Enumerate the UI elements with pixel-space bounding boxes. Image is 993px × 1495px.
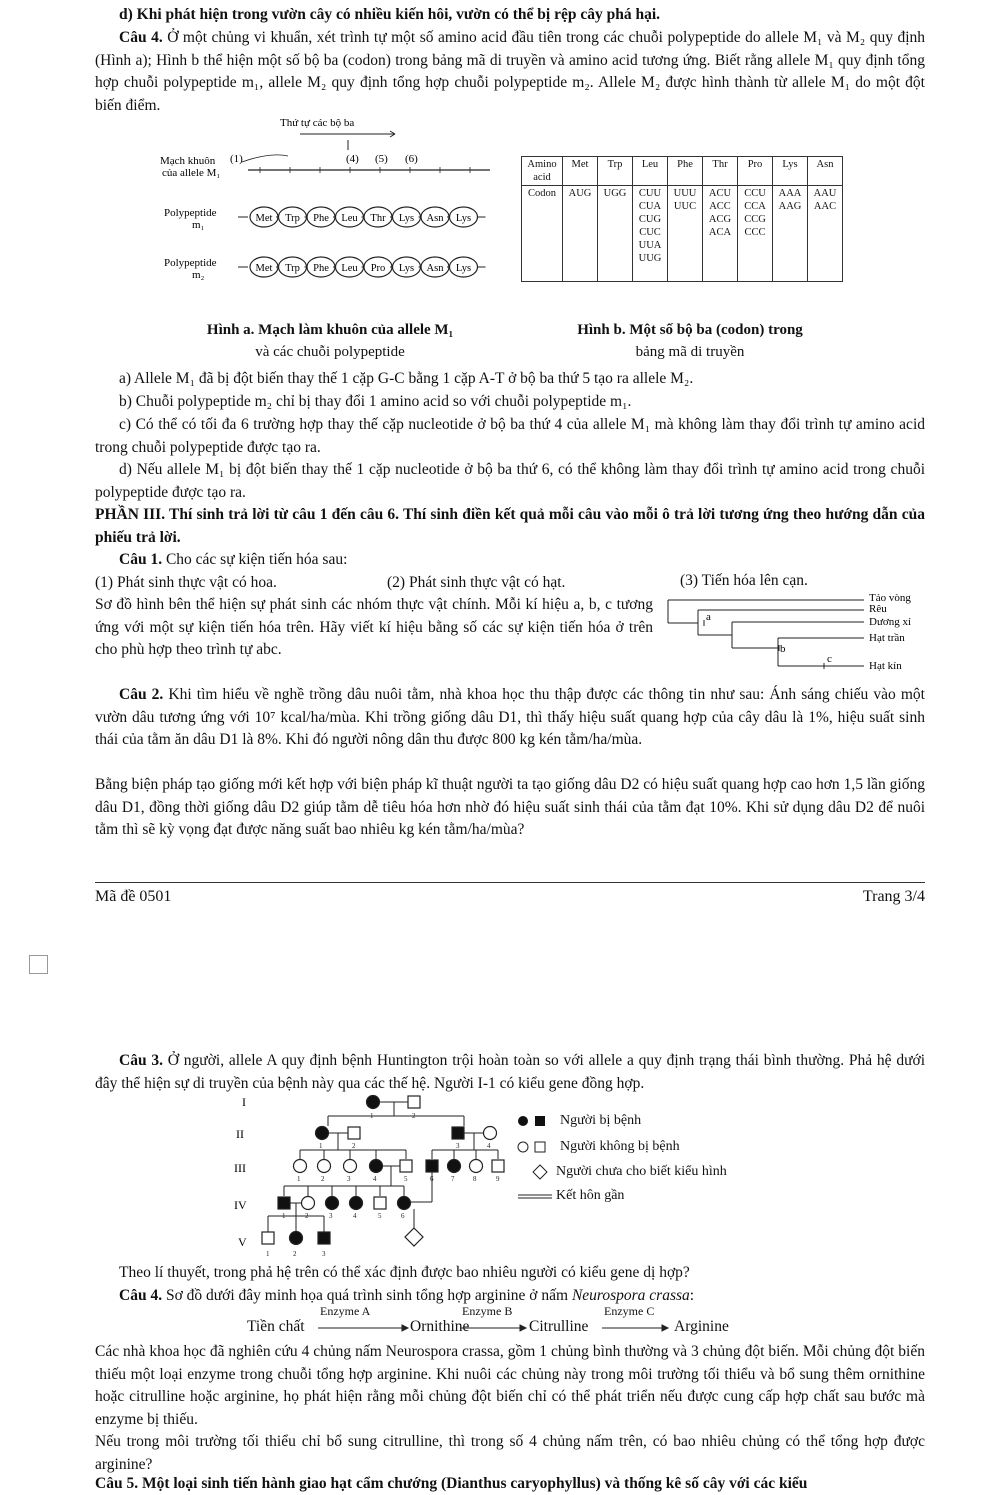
taxon-hat-tran: Hạt trần [869, 632, 905, 644]
svg-text:4: 4 [487, 1142, 491, 1150]
page-corner-box [29, 955, 48, 974]
statement-c: c) Có thể có tối đa 6 trường hợp thay thế cặp nucleotide ở bộ ba thứ 4 của allele M₁ mà không làm thay đổi trình tự amino acid trong chuỗi polypeptide được tạo ra. [95, 416, 925, 456]
III-7 [448, 1160, 461, 1173]
svg-text:1: 1 [370, 1112, 374, 1120]
legend-unknown: Người chưa cho biết kiểu hình [556, 1164, 727, 1179]
svg-text:3: 3 [322, 1250, 326, 1258]
legend-consanguineous: Kết hôn gần [556, 1188, 625, 1203]
svg-text:4: 4 [373, 1175, 377, 1183]
position-1: (1) [230, 153, 243, 165]
m2-residue-label: Phe [313, 263, 329, 274]
position-4: (4) [346, 153, 359, 165]
svg-text:6: 6 [401, 1212, 405, 1220]
I-1 [367, 1096, 380, 1109]
mark-a: a [706, 611, 711, 623]
m2-residue-label: Asn [426, 263, 444, 274]
m1-residue-label: Phe [313, 213, 329, 224]
template-label: Mạch khuôn [160, 155, 216, 167]
IV-4 [350, 1197, 363, 1210]
svg-text:1: 1 [297, 1175, 301, 1183]
event-3: (3) Tiến hóa lên cạn. [680, 572, 808, 589]
part3-title: PHẦN III. Thí sinh trả lời từ câu 1 đến câu 6. Thí sinh điền kết quả mỗi câu vào mỗi ô trả lời tương ứng theo hướng dẫn của phiếu trả lời. [95, 506, 925, 546]
gen-II: II [236, 1127, 244, 1141]
position-6: (6) [405, 153, 418, 165]
codon-table: Amino acid Met Trp Leu Phe Thr Pro Lys Asn Codon AUG UGG CUU CUA CUG CUC UUA UUG UUU UUC ACU ACC ACG ACA CCU CCA CCG CCC AAA AAG AAU AAC [521, 156, 843, 282]
III-9 [492, 1160, 504, 1172]
m1-residue-label: Asn [426, 213, 444, 224]
cau1-intro: Câu 1. Cho các sự kiện tiến hóa sau: [119, 551, 348, 568]
cau4-p1: Các nhà khoa học đã nghiên cứu 4 chủng nấm Neurospora crassa, gồm 1 chủng bình thường và 3 chủng đột biến. Mỗi chủng đột biến thiếu một loại enzyme trong chuỗi tổng hợp arginine. Khi nuôi các chủng này trong môi trường tối thiểu và bổ sung thêm ornithine hoặc citrulline hoặc arginine, họ phát hiện rằng mỗi chủng đột biến chỉ có thể phát triển nếu được cung cấp hợp chất sau bước mà enzyme bị thiếu. [95, 1343, 925, 1428]
taxon-tao-vong: Tảo vòng [869, 592, 911, 604]
enzyme-a: Enzyme A [320, 1304, 371, 1318]
svg-text:5: 5 [404, 1175, 408, 1183]
m2-residue-label: Trp [285, 263, 300, 274]
m2-residue-label: Leu [341, 263, 358, 274]
svg-text:4: 4 [353, 1212, 357, 1220]
m2-residue-label: Lys [455, 263, 472, 274]
exam-code: Mã đề 0501 [95, 888, 172, 905]
header-amino: Amino acid [522, 157, 563, 186]
enzyme-b: Enzyme B [462, 1304, 513, 1318]
IV-2 [302, 1197, 315, 1210]
m1-residue-label: Lys [455, 213, 472, 224]
page-number: Trang 3/4 [862, 888, 925, 905]
gen-I: I [242, 1095, 246, 1109]
svg-text:1: 1 [282, 1212, 286, 1220]
III-6 [426, 1160, 438, 1172]
codon-cell: AUG [563, 186, 598, 282]
statement-a: a) Allele M₁ đã bị đột biến thay thế 1 cặp G-C bằng 1 cặp A-T ở bộ ba thứ 5 tạo ra allele M₂. [119, 370, 694, 387]
gen-III: III [234, 1161, 246, 1175]
figure-a [160, 114, 505, 299]
pathway-arrows [310, 1322, 680, 1334]
gen-V: V [238, 1235, 247, 1249]
cau4-intro: Câu 4. Sơ đồ dưới đây minh họa quá trình sinh tổng hợp arginine ở nấm Neurospora crassa: [119, 1287, 695, 1304]
figure-a-caption-2: và các chuỗi polypeptide [255, 344, 405, 360]
statement-b: b) Chuỗi polypeptide m₂ chỉ bị thay đổi 1 amino acid so với chuỗi polypeptide m₁. [119, 393, 632, 410]
enzyme-c: Enzyme C [604, 1304, 655, 1318]
svg-text:7: 7 [451, 1175, 455, 1183]
statement-d: d) Nếu allele M₁ bị đột biến thay thế 1 cặp nucleotide ở bộ ba thứ 6, có thể không làm thay đổi trình tự amino acid trong chuỗi polypeptide được tạo ra. [95, 461, 925, 501]
IV-5 [374, 1197, 386, 1209]
cau3-text: Câu 3. Ở người, allele A quy định bệnh Huntington trội hoàn toàn so với allele a quy định trạng thái bình thường. Phả hệ dưới đây thể hiện sự di truyền của bệnh này qua các thế hệ. Người I-1 có kiểu gene đồng hợp. [95, 1052, 926, 1092]
codon-cell: CCU CCA CCG CCC [738, 186, 773, 282]
svg-text:2: 2 [293, 1250, 297, 1258]
svg-text:1: 1 [319, 1142, 323, 1150]
pathway-precursor: Tiền chất [247, 1318, 305, 1335]
pedigree-chart [228, 1092, 518, 1260]
cau1-text: Sơ đồ hình bên thể hiện sự phát sinh các nhóm thực vật chính. Mỗi kí hiệu a, b, c tương ứng với một sự kiện tiến hóa trên. Hãy viết kí hiệu bằng số các sự kiện tiến hóa ở trên cho phù hợp theo trình tự abc. [95, 596, 653, 658]
m2-residue-label: Met [255, 263, 273, 274]
IV-6 [398, 1197, 411, 1210]
svg-text:3: 3 [329, 1212, 333, 1220]
polypeptide-m1-label: Polypeptide [164, 207, 217, 219]
II-4 [484, 1127, 497, 1140]
statement-d-previous: d) Khi phát hiện trong vườn cây có nhiều kiến hôi, vườn có thể bị rệp cây phá hại. [119, 6, 661, 23]
cau2-p2: Bằng biện pháp tạo giống mới kết hợp với biện pháp kĩ thuật người ta tạo giống dâu D2 có hiệu suất quang hợp cao hơn 1,5 lần giống dâu D1, đồng thời giống dâu D2 giúp tằm dễ tiêu hóa hơn nhờ đó hiệu suất sinh thái của tằm đạt 10%. Khi sử dụng dâu D2 để nuôi tằm thì sẽ kỳ vọng đạt được năng suất bao nhiêu kg kén tằm/ha/mùa? [95, 776, 925, 838]
III-1 [294, 1160, 307, 1173]
taxon-duong-xi: Dương xỉ [869, 616, 912, 628]
polypeptide-m2-label: Polypeptide [164, 257, 217, 269]
I-2 [408, 1096, 420, 1108]
polypeptide-m1-sub: m₁ [192, 219, 205, 231]
cut-off-line: Câu 5. Một loại sinh tiến hành giao hạt cẩm chướng (Dianthus caryophyllus) và thống kê số cây với các kiểu [95, 1475, 808, 1492]
svg-text:8: 8 [473, 1175, 477, 1183]
header-codon: Codon [522, 186, 563, 282]
IV-3 [326, 1197, 339, 1210]
pathway-arginine: Arginine [674, 1318, 729, 1335]
m1-residue-label: Trp [285, 213, 300, 224]
legend-affected: Người bị bệnh [560, 1113, 642, 1128]
III-5 [400, 1160, 412, 1172]
svg-text:6: 6 [430, 1175, 434, 1183]
mark-b: b [780, 643, 786, 655]
III-4 [370, 1160, 383, 1173]
plant-phylogeny [664, 590, 926, 680]
svg-text:2: 2 [412, 1112, 416, 1120]
taxon-hat-kin: Hạt kín [869, 660, 902, 672]
codon-order-label: Thứ tự các bộ ba [280, 117, 355, 129]
III-8 [470, 1160, 483, 1173]
II-1 [316, 1127, 329, 1140]
II-3 [452, 1127, 464, 1139]
taxon-reu: Rêu [869, 603, 887, 615]
V-2 [290, 1232, 303, 1245]
III-3 [344, 1160, 357, 1173]
codon-cell: AAU AAC [808, 186, 843, 282]
codon-cell: UGG [598, 186, 633, 282]
mark-c: c [827, 653, 832, 665]
svg-text:9: 9 [496, 1175, 500, 1183]
m1-residue-label: Lys [398, 213, 415, 224]
codon-cell: AAA AAG [773, 186, 808, 282]
pathway-citrulline: Citrulline [529, 1318, 589, 1335]
svg-text:3: 3 [456, 1142, 460, 1150]
III-2 [318, 1160, 331, 1173]
codon-cell: CUU CUA CUG CUC UUA UUG [633, 186, 668, 282]
cau2-p1: Câu 2. Khi tìm hiểu về nghề trồng dâu nuôi tằm, nhà khoa học thu thập được các thông tin như sau: Ánh sáng chiếu vào một vườn dâu tương ứng với 10⁷ kcal/ha/mùa. Khi trồng giống dâu D1, thì thấy hiệu suất quang hợp của cây dâu là 1%, hiệu suất sinh thái của tằm ăn dâu D1 là 8%. Khi đó người nông dân thu được 800 kg kén tằm/ha/mùa. [95, 686, 925, 748]
polypeptide-m2-sub: m₂ [192, 269, 205, 281]
cau1-events: (1) Phát sinh thực vật có hoa. (2) Phát sinh thực vật có hạt. [95, 574, 566, 591]
figure-a-caption: Hình a. Mạch làm khuôn của allele M₁ [206, 322, 454, 338]
m1-residue-label: Thr [370, 213, 386, 224]
pedigree-legend-symbols [516, 1112, 556, 1202]
V-3 [318, 1232, 330, 1244]
template-label-2: của allele M₁ [162, 167, 221, 179]
V-1 [262, 1232, 274, 1244]
m1-chain [250, 207, 486, 227]
question-4-intro: Câu 4. Ở một chủng vi khuẩn, xét trình tự một số amino acid đầu tiên trong các chuỗi polypeptide do allele M₁ và M₂ quy định (Hình a); Hình b thể hiện một số bộ ba (codon) trong bảng mã di truyền và amino acid tương ứng. Biết rằng allele M₁ quy định tổng hợp chuỗi polypeptide m₁, allele M₂ quy định tổng hợp chuỗi polypeptide m₂. Allele M₂ được hình thành từ allele M₁ do một đột biến điểm. [95, 29, 926, 114]
figure-b-caption-2: bảng mã di truyền [635, 344, 745, 360]
svg-text:3: 3 [347, 1175, 351, 1183]
IV-1 [278, 1197, 290, 1209]
gen-IV: IV [234, 1198, 247, 1212]
II-2 [348, 1127, 360, 1139]
codon-cell: ACU ACC ACG ACA [703, 186, 738, 282]
cau3-question: Theo lí thuyết, trong phả hệ trên có thể xác định được bao nhiêu người có kiểu gene dị hợp? [119, 1264, 690, 1281]
position-5: (5) [375, 153, 388, 165]
svg-text:2: 2 [321, 1175, 325, 1183]
footer-rule [95, 882, 925, 883]
codon-cell: UUU UUC [668, 186, 703, 282]
cau4-p2: Nếu trong môi trường tối thiểu chỉ bổ sung citrulline, thì trong số 4 chủng nấm trên, có bao nhiêu chủng có thể tổng hợp được arginine? [95, 1433, 925, 1473]
svg-text:2: 2 [352, 1142, 356, 1150]
m1-residue-label: Met [255, 213, 273, 224]
m2-chain [250, 257, 486, 277]
pathway-ornithine: Ornithine [410, 1318, 470, 1335]
legend-unaffected: Người không bị bệnh [560, 1139, 680, 1154]
m2-residue-label: Pro [370, 263, 386, 274]
figure-b-caption: Hình b. Một số bộ ba (codon) trong [577, 322, 803, 338]
m2-residue-label: Lys [398, 263, 415, 274]
m1-residue-label: Leu [341, 213, 358, 224]
svg-text:5: 5 [378, 1212, 382, 1220]
svg-text:1: 1 [266, 1250, 270, 1258]
V-unknown [405, 1228, 423, 1246]
svg-text:2: 2 [305, 1212, 309, 1220]
